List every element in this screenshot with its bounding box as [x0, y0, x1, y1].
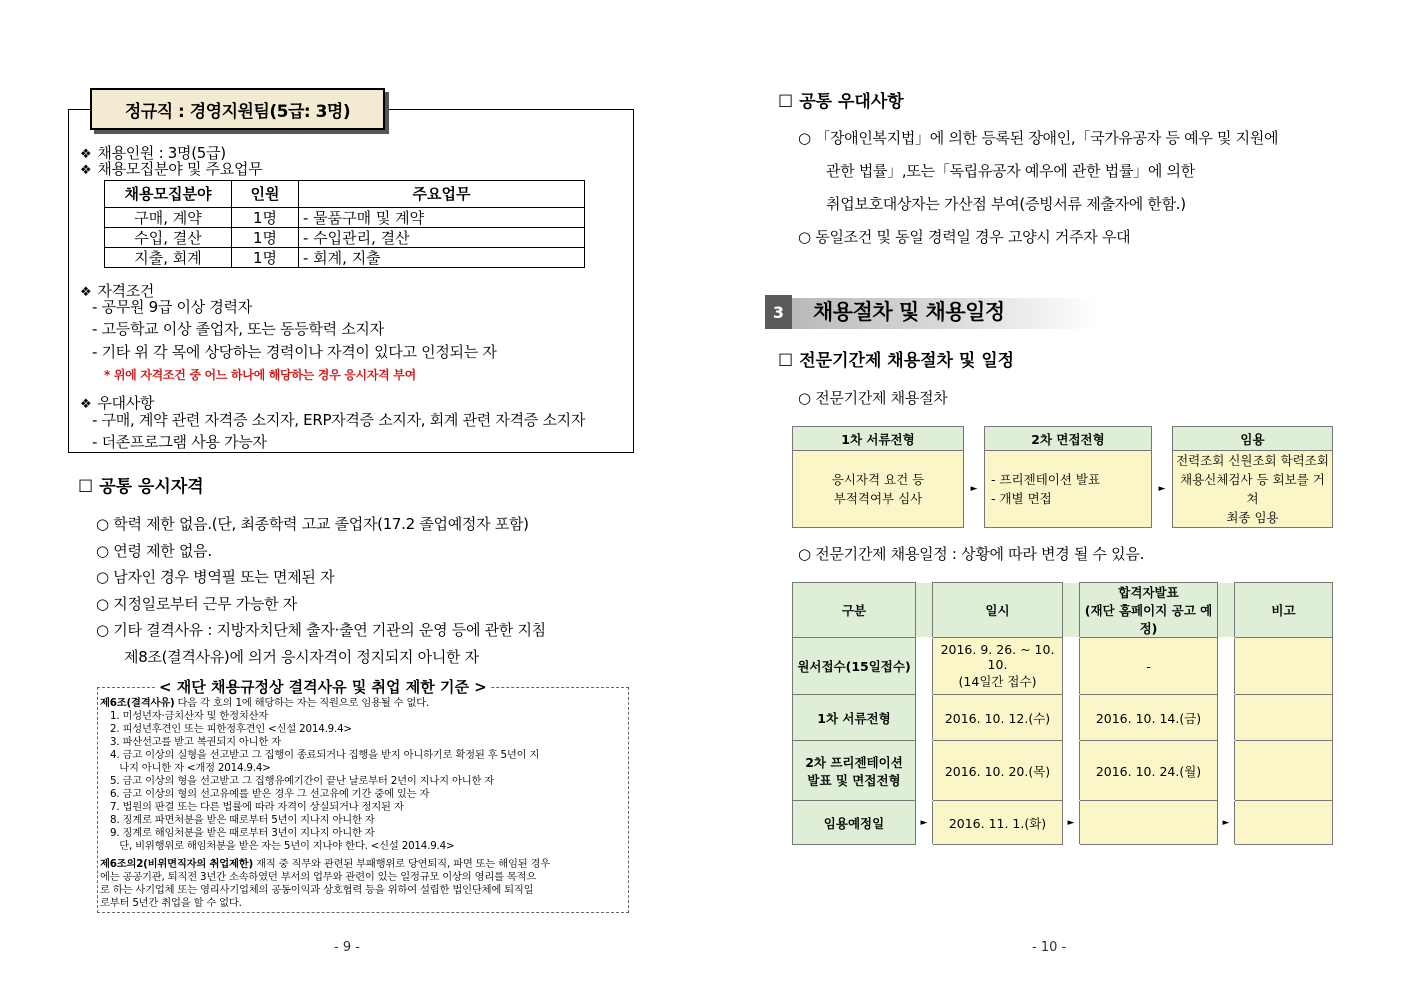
table-row [793, 741, 1333, 801]
table-row [105, 248, 585, 268]
table-row [105, 208, 585, 228]
page-number-left: - 9 - [334, 940, 360, 955]
duty-cell: - 물품구매 및 계약 [299, 208, 585, 228]
arrow-right-icon: ► [1218, 801, 1235, 845]
law-article-6: 제6조(결격사유) 다음 각 호의 1에 해당하는 자는 직원으로 임용될 수 없다. [100, 697, 430, 709]
recruit-field-heading [80, 160, 262, 180]
qualification-item: - 기타 위 각 목에 상당하는 경력이나 자격이 있다고 인정되는 자 [92, 343, 497, 361]
table-spacer [1218, 695, 1235, 741]
table-spacer [964, 427, 985, 451]
recruit-field-table [104, 180, 585, 268]
process-header: 1차 서류전형 [793, 427, 964, 451]
checkbox-square-icon: ☐ [778, 351, 794, 371]
preference-line: ○ 「장애인복지법」에 의한 등록된 장애인,「국가유공자 등 예우 및 지원에 [798, 129, 1279, 147]
process-label: ○ 전문기간제 채용절차 [798, 389, 948, 407]
table-header-row [793, 583, 1333, 638]
checkbox-square-icon: ☐ [78, 477, 94, 497]
law-item: 3. 파산선고를 받고 복권되지 아니한 자 [110, 736, 281, 748]
table-row [793, 801, 1333, 845]
arrow-right-icon: ► [964, 451, 985, 528]
schedule-note-cell [1235, 638, 1333, 695]
schedule-label: ○ 전문기간제 채용일정 : 상황에 따라 변경 될 수 있음. [798, 545, 1145, 563]
law-article-6-2: 제6조의2(비위면직자의 취업제한) 재직 중 직무와 관련된 부패행위로 당연퇴직, 파면 또는 해임된 경우 [100, 858, 551, 870]
common-item: ○ 기타 결격사유 : 지방자치단체 출자·출연 기관의 운영 등에 관한 지침 [96, 621, 546, 639]
duty-cell: - 회계, 지출 [299, 248, 585, 268]
qualification-heading-text: 자격조건 [97, 282, 155, 300]
field-cell: 구매, 계약 [105, 208, 232, 228]
schedule-header: 비고 [1235, 583, 1333, 638]
table-spacer [1152, 427, 1173, 451]
schedule-announce-cell [1080, 801, 1218, 845]
common-item: ○ 학력 제한 없음.(단, 최종학력 고교 졸업자(17.2 졸업예정자 포함) [96, 515, 529, 533]
law-item: 2. 피성년후견인 또는 피한정후견인 <신설 2014.9.4> [110, 723, 352, 735]
field-cell: 수입, 결산 [105, 228, 232, 248]
process-header: 임용 [1173, 427, 1333, 451]
schedule-date-cell: 2016. 10. 12.(수) [933, 695, 1063, 741]
law-article-6-2-line: 로 하는 사기업체 또는 영리사기업체의 공동이익과 상호협력 등을 위하여 설립한 법인단체에 퇴직일 [100, 884, 534, 896]
table-header-row [793, 427, 1333, 451]
recruit-field-heading-text: 채용모집분야 및 주요업무 [97, 160, 263, 178]
law-item: 5. 금고 이상의 형을 선고받고 그 집행유예기간이 끝난 날로부터 2년이 지나지 아니한 자 [110, 775, 495, 787]
preference-line: 관한 법률」,또는「독립유공자 예우에 관한 법률」에 의한 [826, 162, 1195, 180]
qualification-item: - 공무원 9급 이상 경력자 [92, 298, 252, 316]
qualification-item: - 고등학교 이상 졸업자, 또는 동등학력 소지자 [92, 320, 384, 338]
schedule-note-cell [1235, 801, 1333, 845]
table-spacer [916, 583, 933, 638]
arrow-right-icon: ► [916, 801, 933, 845]
table-spacer [1063, 638, 1080, 695]
law-item: 단, 비위행위로 해임처분을 받은 자는 5년이 지나야 한다. <신설 2014.9.4> [110, 840, 455, 852]
table-spacer [1218, 583, 1235, 638]
table-spacer [916, 695, 933, 741]
count-cell: 1명 [232, 228, 299, 248]
schedule-date-cell: 2016. 9. 26. ~ 10. 10. (14일간 접수) [933, 638, 1063, 695]
common-item: ○ 남자인 경우 병역필 또는 면제된 자 [96, 568, 335, 586]
diamond-bullet-icon: ❖ [80, 147, 92, 162]
schedule-table [792, 582, 1333, 845]
schedule-label-cell: 2차 프리젠테이션 발표 및 면접전형 [793, 741, 916, 801]
law-item: 6. 금고 이상의 형의 선고유예를 받은 경우 그 선고유예 기간 중에 있는 자 [110, 788, 430, 800]
schedule-sub-heading [778, 346, 1014, 371]
common-heading-text: 공통 응시자격 [99, 477, 204, 497]
law-item: 8. 징계로 파면처분을 받은 때로부터 5년이 지나지 아니한 자 [110, 814, 375, 826]
common-item-continuation: 제8조(결격사유)에 의거 응시자격이 정지되지 아니한 자 [124, 648, 479, 666]
law-title: < 재단 채용규정상 결격사유 및 취업 제한 기준 > [155, 676, 491, 697]
schedule-label-cell: 임용예정일 [793, 801, 916, 845]
checkbox-square-icon: ☐ [778, 92, 794, 112]
table-header: 주요업무 [299, 181, 585, 208]
page-number-right: - 10 - [1032, 940, 1067, 955]
arrow-right-icon: ► [1063, 801, 1080, 845]
table-header: 인원 [232, 181, 299, 208]
diamond-bullet-icon: ❖ [80, 397, 92, 412]
schedule-announce-cell: 2016. 10. 14.(금) [1080, 695, 1218, 741]
schedule-announce-cell: - [1080, 638, 1218, 695]
preference-line: 취업보호대상자는 가산점 부여(증빙서류 제출자에 한함.) [826, 195, 1186, 213]
schedule-date-cell: 2016. 11. 1.(화) [933, 801, 1063, 845]
qualification-note: * 위에 자격조건 중 어느 하나에 해당하는 경우 응시자격 부여 [104, 368, 416, 382]
pref-heading-text: 공통 우대사항 [799, 92, 904, 112]
process-cell: 응시자격 요건 등 부적격여부 심사 [793, 451, 964, 528]
section-banner [765, 295, 1095, 329]
schedule-header: 일시 [933, 583, 1063, 638]
table-spacer [1063, 583, 1080, 638]
table-row [793, 695, 1333, 741]
common-item: ○ 지정일로부터 근무 가능한 자 [96, 595, 297, 613]
table-spacer [916, 638, 933, 695]
table-spacer [1218, 638, 1235, 695]
schedule-date-cell: 2016. 10. 20.(목) [933, 741, 1063, 801]
process-header: 2차 면접전형 [985, 427, 1152, 451]
duty-cell: - 수입관리, 결산 [299, 228, 585, 248]
schedule-announce-cell: 2016. 10. 24.(월) [1080, 741, 1218, 801]
table-row [105, 228, 585, 248]
diamond-bullet-icon: ❖ [80, 285, 92, 300]
schedule-header: 합격자발표 (재단 홈페이지 공고 예정) [1080, 583, 1218, 638]
law-article-6-2-line: 로부터 5년간 취업을 할 수 없다. [100, 897, 242, 909]
schedule-label-cell: 1차 서류전형 [793, 695, 916, 741]
field-cell: 지출, 회계 [105, 248, 232, 268]
count-cell: 1명 [232, 208, 299, 228]
arrow-right-icon: ► [1152, 451, 1173, 528]
law-item: 4. 금고 이상의 실형을 선고받고 그 집행이 종료되거나 집행을 받지 아니하기로 확정된 후 5년이 지 [110, 749, 540, 761]
preference-heading-text: 우대사항 [97, 394, 155, 412]
count-cell: 1명 [232, 248, 299, 268]
law-item: 1. 미성년자·금치산자 및 한정치산자 [110, 710, 269, 722]
diamond-bullet-icon: ❖ [80, 163, 92, 178]
section-number: 3 [765, 295, 792, 329]
law-item: 나지 아니한 자 <개정 2014.9.4> [110, 762, 271, 774]
law-item: 9. 징계로 해임처분을 받은 때로부터 3년이 지나지 아니한 자 [110, 827, 375, 839]
process-table [792, 426, 1333, 528]
preference-line: ○ 동일조건 및 동일 경력일 경우 고양시 거주자 우대 [798, 228, 1131, 246]
process-cell: - 프리젠테이션 발표 - 개별 면접 [985, 451, 1152, 528]
table-spacer [1063, 695, 1080, 741]
table-header: 채용모집분야 [105, 181, 232, 208]
preference-item: - 더존프로그램 사용 가능자 [92, 433, 267, 451]
common-item: ○ 연령 제한 없음. [96, 542, 212, 560]
recruit-count-text: 채용인원 : 3명(5급) [97, 144, 226, 162]
preference-item: - 구매, 계약 관련 자격증 소지자, ERP자격증 소지자, 회계 관련 자격증 소지자 [92, 411, 586, 429]
schedule-note-cell [1235, 741, 1333, 801]
common-preference-heading [778, 87, 904, 112]
schedule-label-cell: 원서접수(15일접수) [793, 638, 916, 695]
table-spacer [1063, 741, 1080, 801]
table-spacer [1218, 741, 1235, 801]
table-header-row [105, 181, 585, 208]
section-title: 채용절차 및 채용일정 [813, 300, 1005, 324]
law-item: 7. 법원의 판결 또는 다른 법률에 따라 자격이 상실되거나 정지된 자 [110, 801, 404, 813]
common-qualification-heading [78, 472, 204, 497]
position-title: 정규직 : 경영지원팀(5급: 3명) [90, 88, 385, 130]
schedule-note-cell [1235, 695, 1333, 741]
sub-heading-text: 전문기간제 채용절차 및 일정 [799, 351, 1015, 371]
table-row [793, 638, 1333, 695]
process-cell: 전력조회 신원조회 학력조회 채용신체검사 등 회보를 거쳐 최종 임용 [1173, 451, 1333, 528]
table-spacer [916, 741, 933, 801]
schedule-header: 구분 [793, 583, 916, 638]
law-article-6-2-line: 에는 공공기관, 퇴직전 3년간 소속하였던 부서의 업무와 관련이 있는 일정규모 이상의 영리를 목적으 [100, 871, 537, 883]
table-row [793, 451, 1333, 528]
